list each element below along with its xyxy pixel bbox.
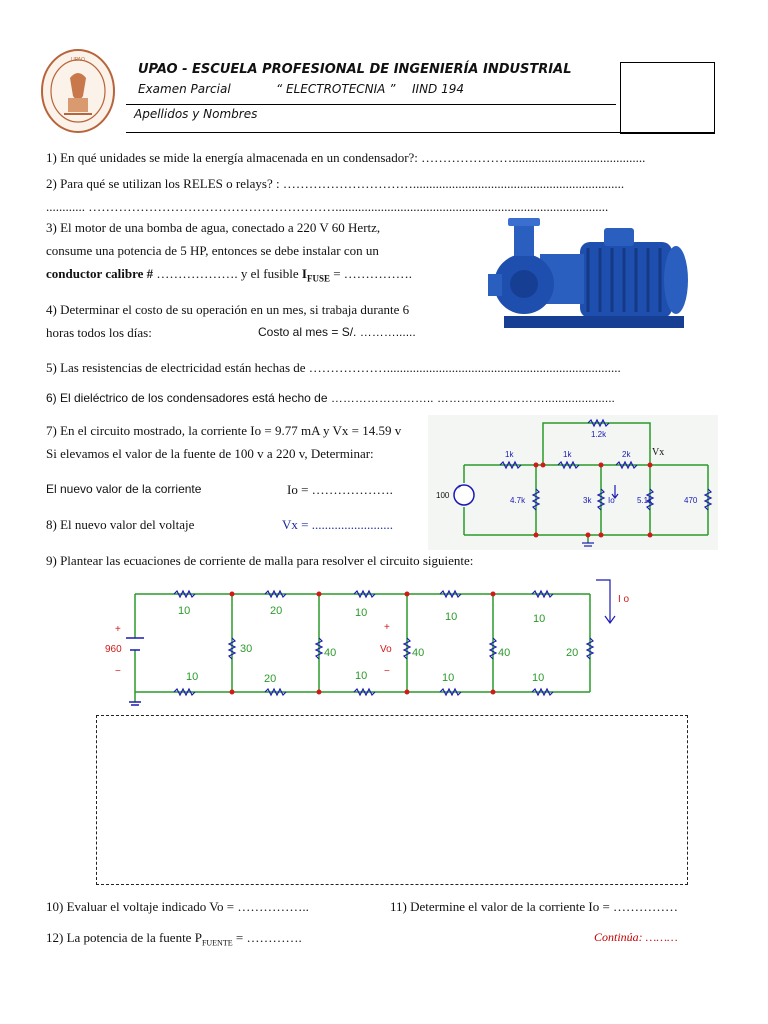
fuse-subscript: FUSE [306,273,330,284]
c1-r2-label: 1k [563,450,572,459]
c1-r6-label: 5.1k [637,496,653,505]
water-pump-image [484,214,710,344]
c2-top-r3: 10 [355,607,368,619]
question-7-io: Io = ………………. [287,482,393,497]
question-3-line2: consume una potencia de 5 HP, entonces se debe instalar con un [46,243,379,258]
c2-vo-label: Vo [380,644,392,655]
c2-source-minus: − [115,666,121,677]
university-seal [40,48,116,134]
question-4-line2: horas todos los días: [46,325,152,340]
circuit-diagram-1 [428,415,718,550]
conductor-label: conductor calibre # [46,266,154,281]
question-7-current: El nuevo valor de la corriente [46,482,202,496]
c2-vert-r5: 20 [566,647,579,659]
c2-bottom-r2: 20 [264,673,277,685]
question-12 [46,930,302,948]
question-11: 11) Determine el valor de la corriente Io = …………… [390,899,679,914]
c2-vert-r1: 30 [240,643,253,655]
c2-vo-plus: + [384,622,390,633]
exam-label: Examen Parcial [138,82,231,96]
question-12-sub: FUENTE [201,938,233,948]
question-3-line3 [46,266,412,284]
c2-bottom-r1: 10 [186,671,199,683]
c2-bottom-r3: 10 [355,670,368,682]
svg-text:UPAO: UPAO [71,57,85,63]
header-divider [126,104,616,105]
c2-vert-r2: 40 [324,647,337,659]
c2-vert-r3: 40 [412,647,425,659]
question-1: 1) En qué unidades se mide la energía almacenada en un condensador?: …………………......................................... [46,150,646,165]
c1-vx-label: Vx [652,447,665,458]
question-8-vx [282,517,393,533]
conductor-blank: ………………. y el fusible [153,266,302,281]
question-4-cost: Costo al mes = S/. ………...... [258,325,416,339]
c2-vo-minus: − [384,666,390,677]
svg-text:+: + [457,484,462,491]
c1-r7-label: 470 [684,496,698,505]
course-code: IIND 194 [412,82,465,96]
question-6: 6) El dieléctrico de los condensadores está hecho de …………………….. ………………………..................... [46,391,615,405]
fuse-blank: = ……………. [329,266,413,281]
c2-top-r5: 10 [533,613,546,625]
answer-box[interactable] [96,715,688,885]
c1-io-label: Io [608,496,615,505]
school-title: UPAO - ESCUELA PROFESIONAL DE INGENIERÍA INDUSTRIAL [138,62,572,77]
c2-bottom-r4: 10 [442,672,455,684]
question-8: 8) El nuevo valor del voltaje [46,517,195,532]
c2-vert-r4: 40 [498,647,511,659]
circuit-diagram-2 [100,576,640,710]
question-4-line1: 4) Determinar el costo de su operación en un mes, si trabaja durante 6 [46,302,410,317]
c2-source-label: 960 [105,644,122,655]
question-7-line1: 7) En el circuito mostrado, la corriente Io = 9.77 mA y Vx = 14.59 v [46,423,402,438]
question-12-blank: = …………. [232,930,302,945]
continue-note: Continúa: ……… [594,930,678,944]
c2-top-r2: 20 [270,605,283,617]
c2-source-plus: + [115,624,121,635]
c1-r5-label: 3k [583,496,592,505]
question-3-line1: 3) El motor de una bomba de agua, conectado a 220 V 60 Hertz, [46,220,381,235]
c1-r3-label: 2k [622,450,631,459]
question-10: 10) Evaluar el voltaje indicado Vo = …………….. [46,899,309,914]
c1-source-label: 100 [436,491,450,500]
question-7-line2: Si elevamos el valor de la fuente de 100 v a 220 v, Determinar: [46,446,374,461]
c1-r1-label: 1k [505,450,514,459]
fuse-symbol: I [301,266,307,281]
c2-io-label: I o [618,594,630,605]
grade-box[interactable] [620,62,715,134]
question-9: 9) Plantear las ecuaciones de corriente de malla para resolver el circuito siguiente: [46,553,474,568]
question-2-continuation: ............ ………………………………………………….................................................................................... [46,199,609,214]
c2-top-r4: 10 [445,611,458,623]
question-12-text: 12) La potencia de la fuente P [46,930,202,945]
question-2: 2) Para qué se utilizan los RELES o relays? : …………………………................................................................. [46,176,625,191]
c1-r4-label: 4.7k [510,496,526,505]
c2-top-r1: 10 [178,605,191,617]
c1-r-top-label: 1.2k [591,430,607,439]
vx-blank: Vx = ......................... [282,517,393,532]
question-5: 5) Las resistencias de electricidad están hechas de ………………........................................................................ [46,360,621,375]
c2-bottom-r5: 10 [532,672,545,684]
name-label: Apellidos y Nombres [134,107,258,121]
course-name: “ ELECTROTECNIA ” [276,82,396,96]
